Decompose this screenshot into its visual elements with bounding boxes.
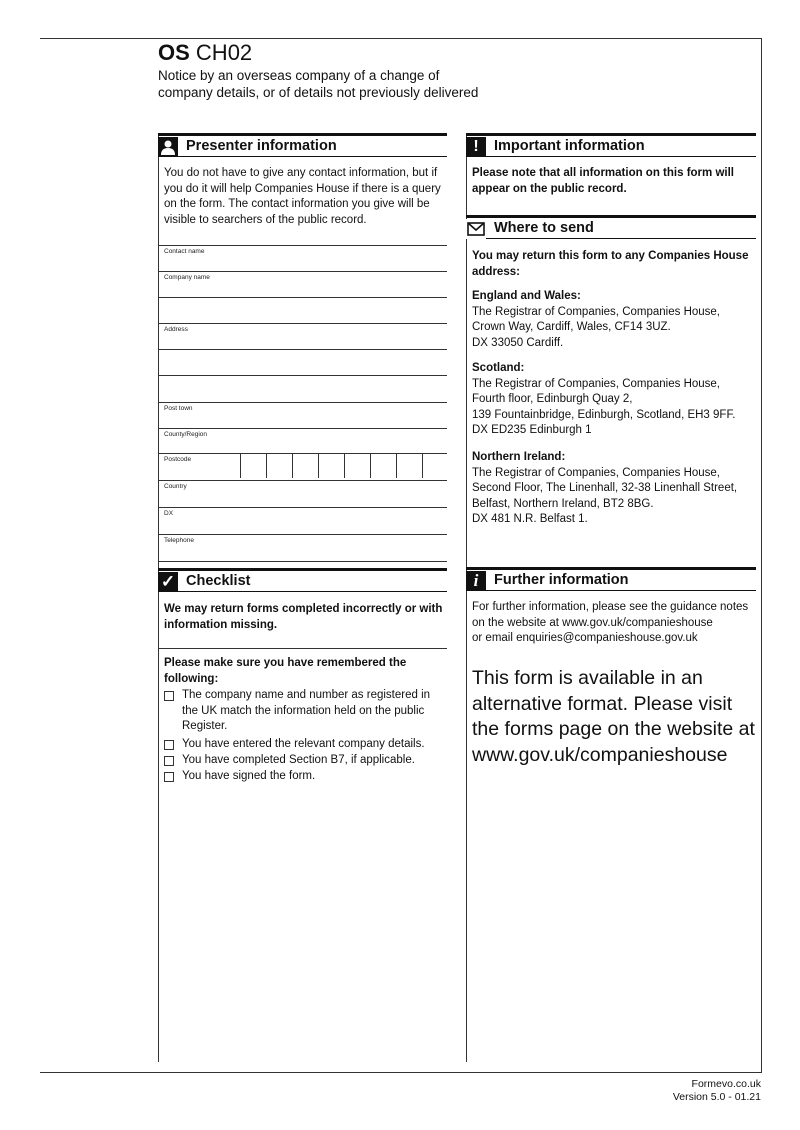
- checkbox-icon[interactable]: [164, 772, 174, 782]
- right-column-rule: [466, 134, 467, 1062]
- checklist-remember: Please make sure you have remembered the following:: [164, 657, 407, 685]
- where-to-send-intro: You may return this form to any Companies House address:: [472, 250, 749, 278]
- footer: [673, 1078, 761, 1104]
- postcode-box[interactable]: [422, 453, 444, 478]
- postcode-box[interactable]: [318, 453, 340, 478]
- postcode-box[interactable]: [292, 453, 314, 478]
- form-code: OS: [158, 40, 190, 65]
- company-name-field-line2[interactable]: [158, 297, 447, 323]
- england-address: England and Wales: The Registrar of Companies, Companies House, Crown Way, Cardiff, Wales, CF14 3UZ. DX 33050 Cardiff.: [472, 290, 721, 349]
- checkbox-icon[interactable]: [164, 756, 174, 766]
- address-field-line3[interactable]: [158, 375, 447, 401]
- top-rule: [40, 38, 762, 39]
- telephone-field[interactable]: Telephone: [158, 534, 447, 560]
- postcode-field[interactable]: Postcode: [158, 453, 447, 479]
- footer-version: Version 5.0 - 01.21: [672, 1091, 761, 1103]
- company-name-field[interactable]: Company name: [158, 271, 447, 297]
- checklist-heading: ✓ Checklist: [158, 568, 447, 592]
- footer-site: Formevo.co.uk: [691, 1078, 761, 1090]
- right-border: [761, 38, 762, 1073]
- postcode-box[interactable]: [266, 453, 288, 478]
- northern-ireland-address: Northern Ireland: The Registrar of Companies, Companies House, Second Floor, The Linenhall, 32-38 Linenhall Street, Belfast, Northern Ireland, BT2 8BG. DX 481 N.R. Belfast 1.: [472, 451, 738, 525]
- checklist-item[interactable]: You have entered the relevant company details.: [164, 737, 434, 753]
- further-info-text: For further information, please see the guidance notes on the website at www.gov.uk/companieshouse or email enquiries@companieshouse.gov.uk: [472, 600, 758, 647]
- checkbox-icon[interactable]: [164, 740, 174, 750]
- county-field[interactable]: County/Region: [158, 428, 447, 454]
- checklist-divider: [158, 648, 447, 649]
- dx-field[interactable]: DX: [158, 507, 447, 533]
- form-subtitle: Notice by an overseas company of a change of company details, or of details not previously delivered: [158, 68, 479, 100]
- person-icon: [158, 137, 178, 157]
- checkbox-icon[interactable]: [164, 691, 174, 701]
- postcode-box[interactable]: [344, 453, 366, 478]
- scotland-address: Scotland: The Registrar of Companies, Companies House, Fourth floor, Edinburgh Quay 2, 139 Fountainbridge, Edinburgh, Scotland, EH3 9FF. DX ED235 Edinburgh 1: [472, 362, 736, 436]
- checklist-warning: We may return forms completed incorrectly or with information missing.: [164, 603, 443, 631]
- important-text: Please note that all information on this form will appear on the public record.: [472, 167, 734, 195]
- info-icon: i: [466, 571, 486, 591]
- form-number: CH02: [195, 40, 253, 65]
- checklist-item[interactable]: You have completed Section B7, if applicable.: [164, 753, 434, 769]
- envelope-icon: [466, 219, 486, 239]
- important-heading: ! Important information: [466, 133, 756, 157]
- post-town-field[interactable]: Post town: [158, 402, 447, 428]
- email-link[interactable]: or email enquiries@companieshouse.gov.uk: [472, 632, 698, 644]
- alternative-format-notice: This form is available in an alternative format. Please visit the forms page on the website at www.gov.uk/companieshouse: [472, 667, 755, 766]
- where-to-send-heading: Where to send: [466, 215, 756, 239]
- presenter-intro: You do not have to give any contact information, but if you do it will help Companies House if there is a query on the form. The contact information you give will be visible to searchers of the public record.: [164, 167, 441, 226]
- form-title: [158, 40, 252, 66]
- checkmark-icon: ✓: [158, 572, 178, 592]
- exclamation-icon: !: [466, 137, 486, 157]
- postcode-box[interactable]: [370, 453, 392, 478]
- checklist-item[interactable]: You have signed the form.: [164, 769, 434, 785]
- checklist-item[interactable]: The company name and number as registered in the UK match the information held on the public Register.: [164, 688, 434, 735]
- website-link[interactable]: on the website at www.gov.uk/companieshouse: [472, 616, 713, 629]
- presenter-heading: Presenter information: [158, 133, 447, 157]
- postcode-box[interactable]: [240, 453, 262, 478]
- address-field[interactable]: Address: [158, 323, 447, 349]
- address-field-line2[interactable]: [158, 349, 447, 375]
- telephone-bottom-rule: [158, 561, 447, 562]
- further-info-heading: i Further information: [466, 567, 756, 591]
- contact-name-field[interactable]: Contact name: [158, 245, 447, 271]
- postcode-box[interactable]: [396, 453, 418, 478]
- country-field[interactable]: Country: [158, 480, 447, 506]
- bottom-rule: [40, 1072, 762, 1073]
